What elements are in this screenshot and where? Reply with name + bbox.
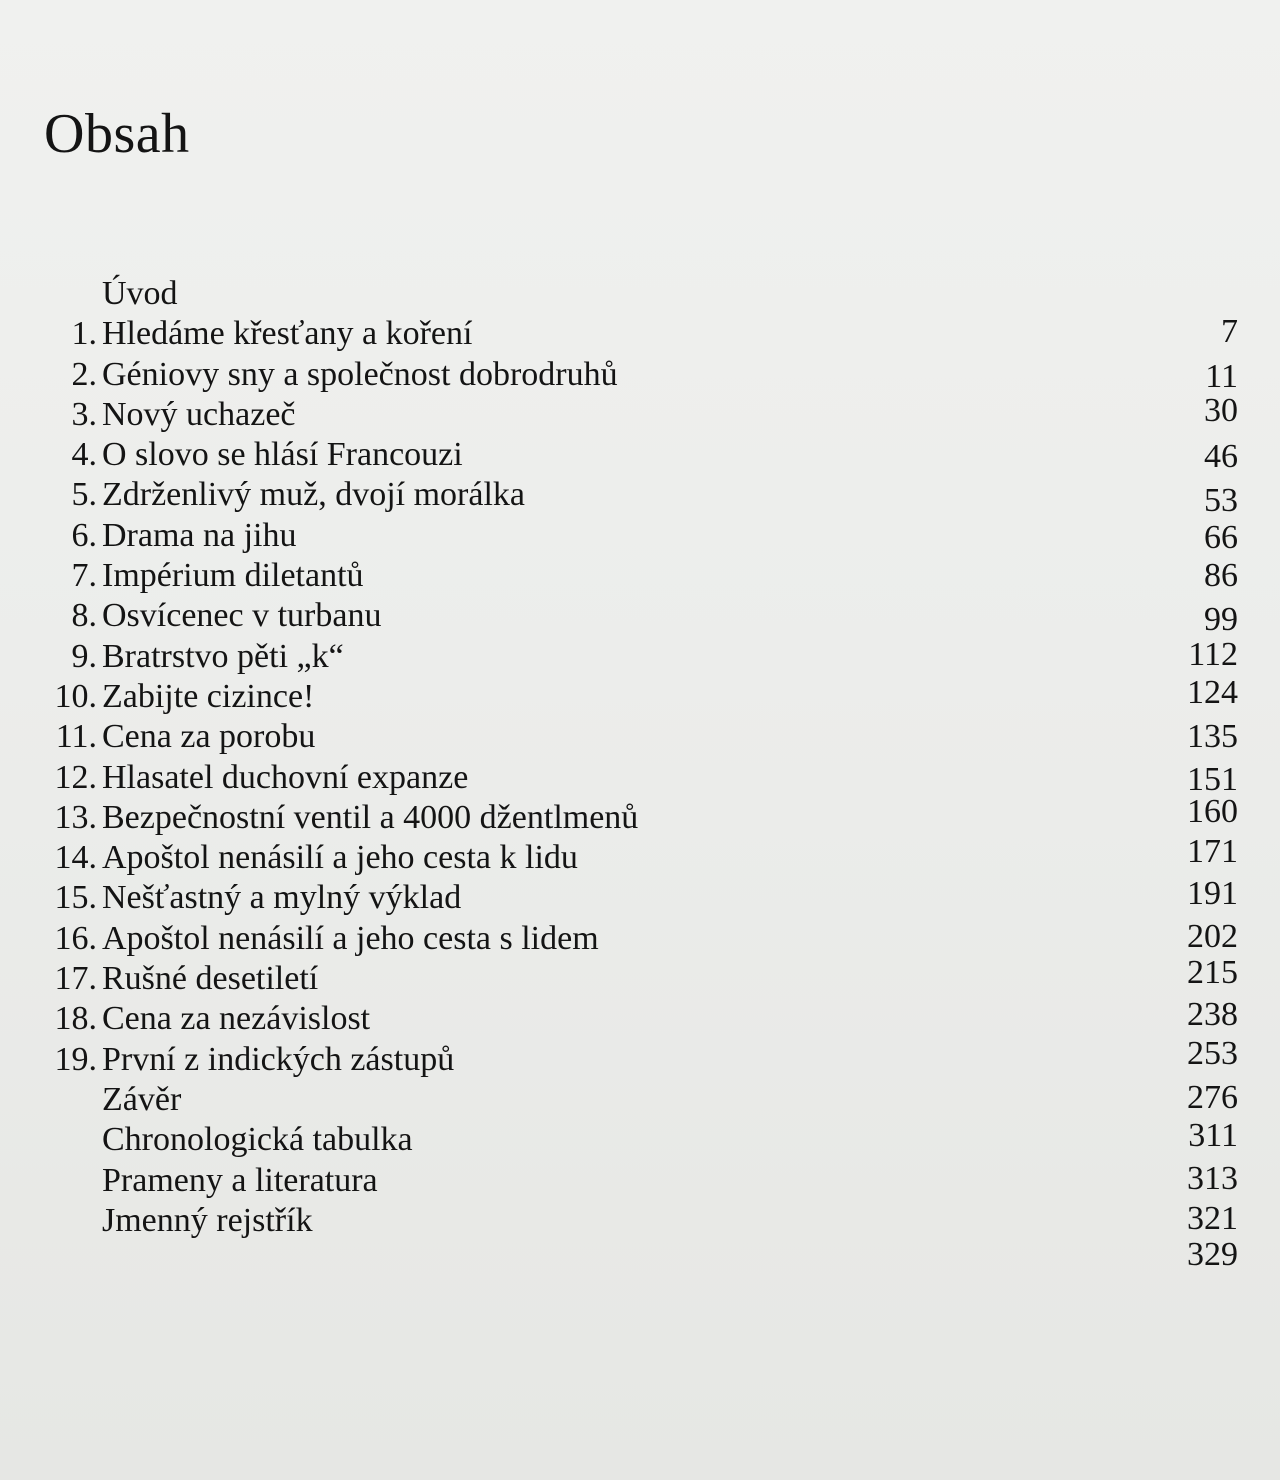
page-number: 53 bbox=[1204, 482, 1238, 520]
chapter-title: Drama na jihu bbox=[102, 516, 297, 554]
toc-entry bbox=[0, 1159, 1280, 1199]
toc-entry bbox=[0, 876, 1280, 916]
chapter-title: Bezpečnostní ventil a 4000 džentlmenů bbox=[102, 798, 639, 836]
chapter-title: Prameny a literatura bbox=[102, 1161, 378, 1199]
chapter-title: Cena za nezávislost bbox=[102, 1000, 371, 1038]
page-number: 135 bbox=[1187, 718, 1238, 756]
chapter-title: Zdrženlivý muž, dvojí morálka bbox=[102, 476, 525, 514]
toc-entry bbox=[0, 833, 1280, 877]
toc-entry bbox=[0, 353, 1280, 393]
toc-entry bbox=[0, 635, 1280, 675]
chapter-number: 5. bbox=[71, 476, 97, 514]
page-number: 160 bbox=[1187, 792, 1238, 830]
page-number: 329 bbox=[1187, 1236, 1238, 1274]
chapter-number: 4. bbox=[71, 436, 97, 474]
chapter-title: Nový uchazeč bbox=[102, 395, 296, 433]
chapter-title: Cena za porobu bbox=[102, 718, 316, 756]
toc-entry bbox=[0, 954, 1280, 998]
toc-entry bbox=[0, 756, 1280, 796]
page-title: Obsah bbox=[44, 103, 190, 165]
chapter-title: Chronologická tabulka bbox=[102, 1121, 413, 1159]
toc-entry bbox=[0, 997, 1280, 1037]
chapter-number: 9. bbox=[71, 637, 97, 675]
page-number: 7 bbox=[1221, 313, 1238, 351]
page-number: 171 bbox=[1187, 833, 1238, 871]
toc-entry bbox=[0, 792, 1280, 836]
toc-entry bbox=[0, 393, 1280, 433]
toc-entry bbox=[0, 1199, 1280, 1239]
page-number: 253 bbox=[1187, 1034, 1238, 1072]
page-number: 321 bbox=[1187, 1199, 1238, 1237]
chapter-title: Apoštol nenásilí a jeho cesta s lidem bbox=[102, 919, 599, 957]
page-number: 112 bbox=[1188, 635, 1238, 673]
chapter-title: Zabijte cizince! bbox=[102, 677, 315, 715]
toc-entry bbox=[0, 1118, 1280, 1158]
page-number: 124 bbox=[1187, 673, 1238, 711]
page-number: 276 bbox=[1187, 1078, 1238, 1116]
chapter-number: 13. bbox=[54, 798, 97, 836]
chapter-number: 17. bbox=[54, 960, 97, 998]
toc-entry bbox=[0, 675, 1280, 715]
page-number: 11 bbox=[1205, 357, 1238, 395]
chapter-title: Závěr bbox=[102, 1080, 182, 1118]
page-number: 151 bbox=[1187, 760, 1238, 798]
chapter-number: 6. bbox=[71, 516, 97, 554]
page-number: 215 bbox=[1187, 954, 1238, 992]
page-number: 191 bbox=[1187, 875, 1238, 913]
chapter-number: 15. bbox=[54, 879, 97, 917]
chapter-number: 3. bbox=[71, 395, 97, 433]
toc-entry bbox=[0, 554, 1280, 594]
chapter-title: Bratrstvo pěti „k“ bbox=[102, 637, 344, 675]
chapter-number: 19. bbox=[54, 1040, 97, 1078]
chapter-number: 10. bbox=[54, 677, 97, 715]
toc-entry bbox=[0, 433, 1280, 476]
chapter-title: Osvícenec v turbanu bbox=[102, 597, 382, 635]
page-number: 313 bbox=[1187, 1159, 1238, 1197]
chapter-title: Géniovy sny a společnost dobrodruhů bbox=[102, 355, 618, 393]
toc-entry bbox=[0, 1078, 1280, 1118]
toc-entry bbox=[0, 514, 1280, 554]
chapter-number: 18. bbox=[54, 1000, 97, 1038]
page-number: 86 bbox=[1204, 557, 1238, 595]
chapter-title: Jmenný rejstřík bbox=[102, 1201, 313, 1239]
chapter-title: Hlasatel duchovní expanze bbox=[102, 758, 469, 796]
toc-entry bbox=[0, 715, 1280, 755]
page-number: 30 bbox=[1204, 391, 1238, 429]
chapter-title: Nešťastný a mylný výklad bbox=[102, 879, 462, 917]
chapter-title: Úvod bbox=[102, 275, 178, 312]
chapter-number: 1. bbox=[71, 315, 97, 353]
chapter-title: První z indických zástupů bbox=[102, 1040, 455, 1078]
chapter-number: 11. bbox=[55, 718, 97, 756]
toc-entry bbox=[0, 594, 1280, 639]
chapter-title: O slovo se hlásí Francouzi bbox=[102, 436, 463, 474]
toc-entry bbox=[0, 272, 1280, 312]
page-number: 202 bbox=[1187, 917, 1238, 955]
toc-entry bbox=[0, 917, 1280, 957]
chapter-number: 7. bbox=[71, 557, 97, 595]
chapter-title: Hledáme křesťany a koření bbox=[102, 315, 473, 353]
page-number: 46 bbox=[1204, 438, 1238, 476]
page-number: 66 bbox=[1204, 518, 1238, 556]
toc-entry bbox=[0, 1236, 1280, 1279]
toc-entry bbox=[0, 473, 1280, 520]
chapter-title: Apoštol nenásilí a jeho cesta k lidu bbox=[102, 839, 578, 877]
toc-entry bbox=[0, 312, 1280, 352]
page-number: 99 bbox=[1204, 601, 1238, 639]
page-number: 238 bbox=[1187, 996, 1238, 1034]
table-of-contents bbox=[0, 272, 1280, 1279]
chapter-number: 12. bbox=[54, 758, 97, 796]
chapter-number: 2. bbox=[71, 355, 97, 393]
toc-entry bbox=[0, 1034, 1280, 1078]
chapter-number: 14. bbox=[54, 839, 97, 877]
chapter-title: Rušné desetiletí bbox=[102, 960, 319, 998]
page-number: 311 bbox=[1188, 1117, 1238, 1155]
chapter-number: 8. bbox=[71, 597, 97, 635]
chapter-number: 16. bbox=[54, 919, 97, 957]
chapter-title: Impérium diletantů bbox=[102, 557, 364, 595]
